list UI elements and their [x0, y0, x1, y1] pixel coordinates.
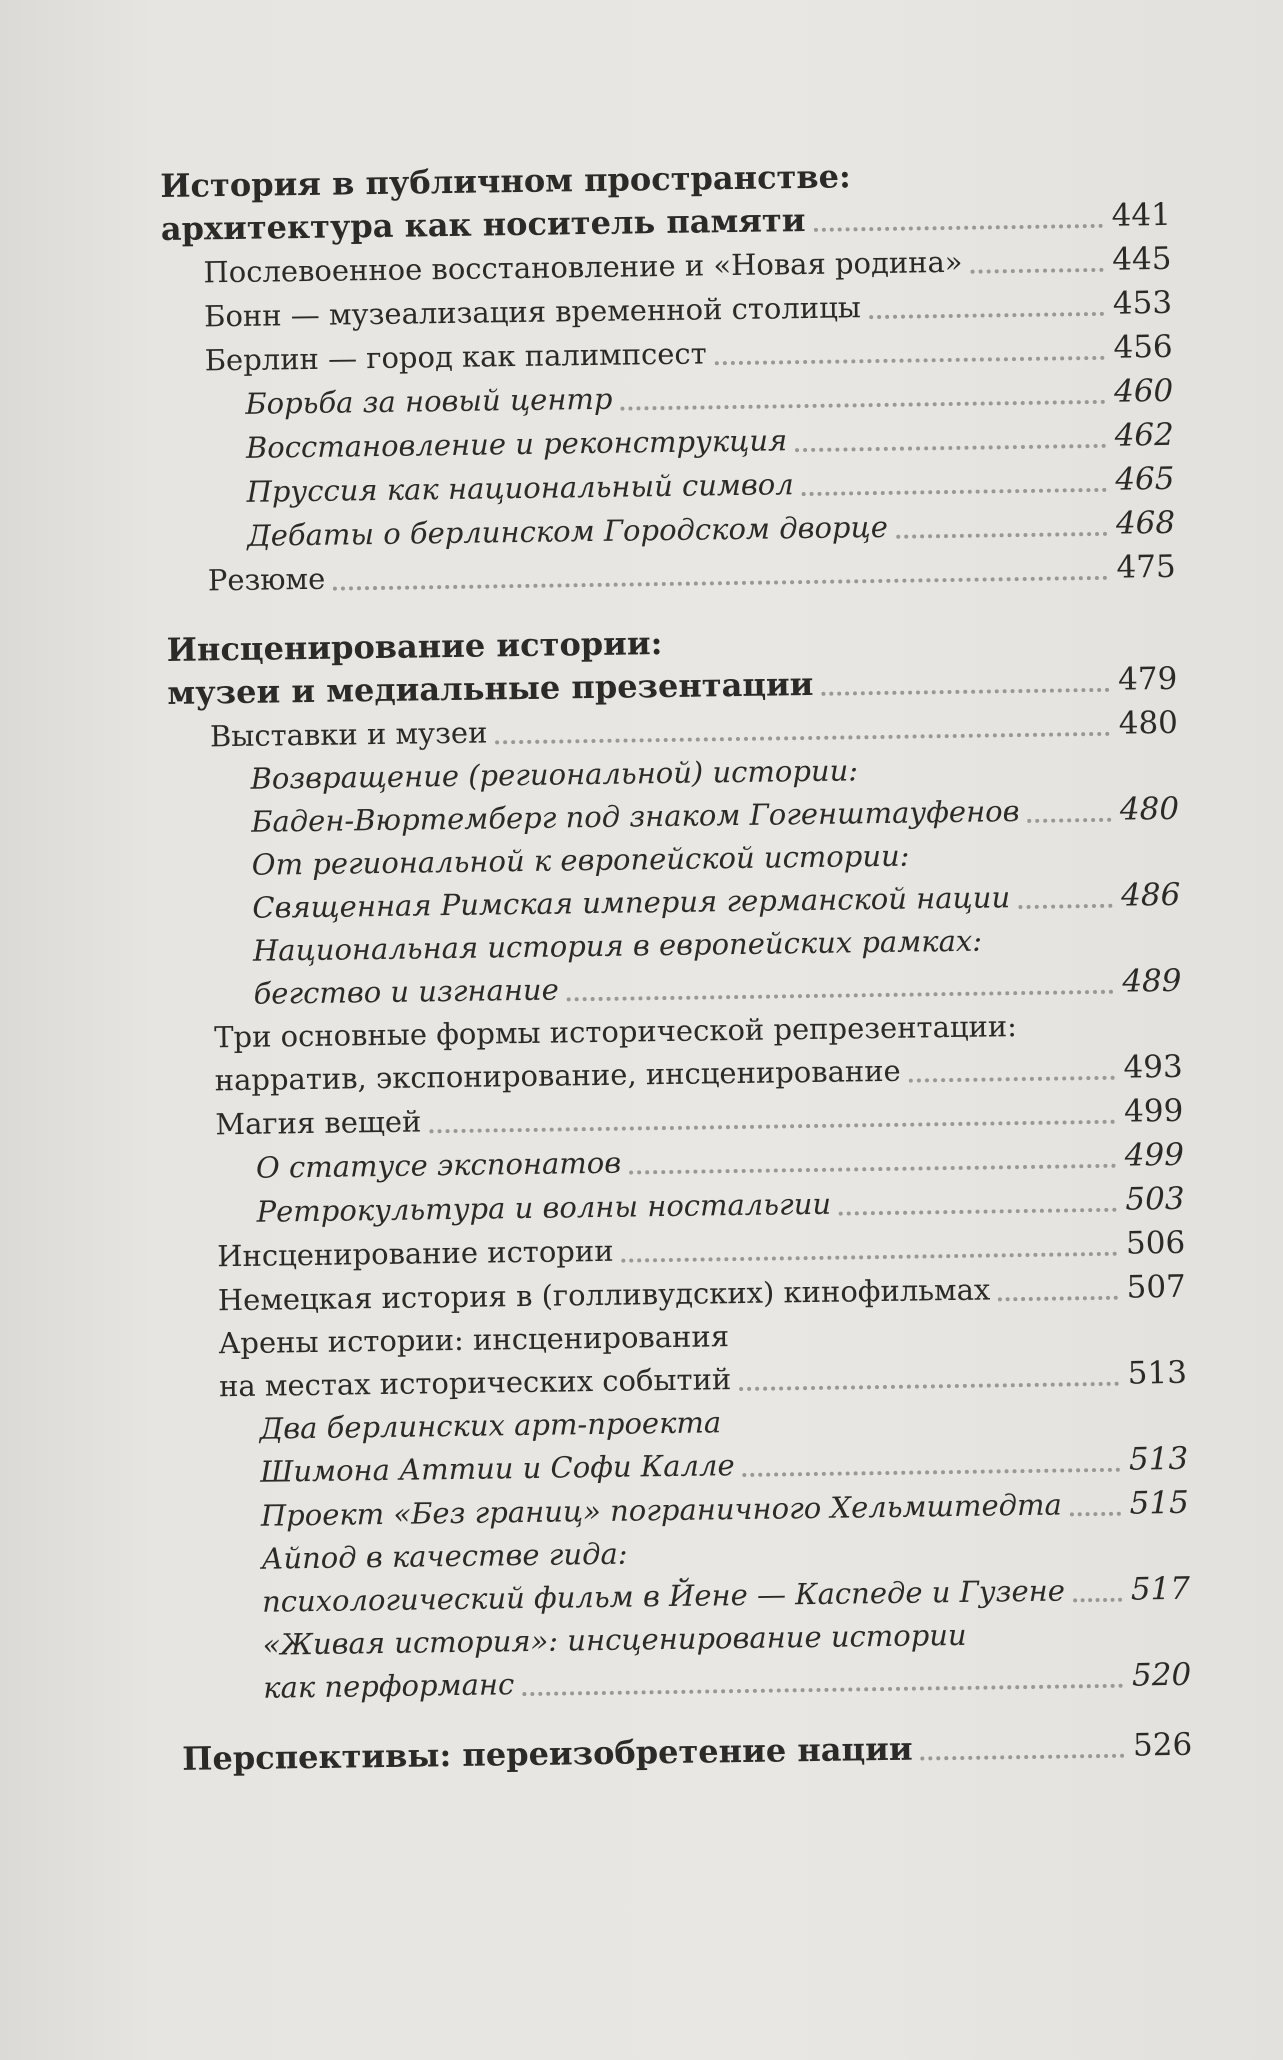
toc-section-staging-history — [166, 615, 1191, 1711]
toc-entry-label: Пруссия как национальный символ — [246, 467, 794, 509]
toc-entry-label: бегство и изгнание — [253, 972, 559, 1011]
toc-page-number: 506 — [1125, 1224, 1186, 1262]
toc-entry-label: Дебаты о берлинском Городском дворце — [246, 509, 889, 553]
leader-dots — [715, 356, 1105, 365]
leader-dots — [1070, 1512, 1121, 1517]
toc-entry-label: Баден-Вюртемберг под знаком Гогенштауфенов — [250, 794, 1020, 839]
toc-entry-first-line: Национальная история в европейских рамках: — [252, 923, 983, 968]
toc-page-number: 513 — [1127, 1354, 1188, 1392]
leader-dots — [909, 1076, 1115, 1083]
toc-entry-first-line: От региональной к европейской истории: — [251, 838, 910, 882]
toc-page-number: 515 — [1129, 1484, 1190, 1522]
toc-entry-label: архитектура как носитель памяти — [160, 200, 806, 248]
leader-dots — [621, 400, 1106, 411]
toc-page-number: 479 — [1117, 660, 1178, 698]
leader-dots — [629, 1164, 1116, 1175]
leader-dots — [743, 1468, 1121, 1477]
toc-page-number: 517 — [1130, 1570, 1191, 1608]
toc-page-number: 475 — [1116, 548, 1176, 586]
toc-entry-first-line: Возвращение (региональной) истории: — [250, 753, 859, 796]
toc-page-number: 526 — [1132, 1726, 1193, 1764]
toc-entry-label: Берлин — город как палимпсест — [204, 336, 707, 378]
toc-entry-label: Магия вещей — [215, 1104, 422, 1142]
toc-page-number: 480 — [1118, 704, 1179, 742]
leader-dots — [567, 990, 1114, 1002]
toc-page-number: 480 — [1119, 790, 1180, 828]
toc-entry-label: Бонн — музеализация временной столицы — [203, 290, 862, 334]
toc-page-number: 462 — [1114, 416, 1175, 454]
toc-entry-label: нарратив, экспонирование, инсценирование — [214, 1053, 901, 1098]
toc-page-number: 489 — [1122, 962, 1182, 1000]
toc-page-number: 456 — [1113, 328, 1173, 366]
leader-dots — [1073, 1598, 1122, 1603]
leader-dots — [522, 1684, 1123, 1696]
toc-entry-first-line: Три основные формы исторической репрезентации: — [213, 1009, 1018, 1055]
leader-dots — [921, 1754, 1125, 1761]
toc-entry-label: Резюме — [207, 561, 326, 598]
toc-entry-label: Проект «Без границ» пограничного Хельмштедта — [260, 1487, 1063, 1533]
leader-dots — [429, 1120, 1115, 1134]
leader-dots — [795, 444, 1106, 452]
leader-dots — [622, 1252, 1118, 1263]
toc-entry-label: как перформанс — [263, 1667, 515, 1705]
toc-page-number: 513 — [1128, 1440, 1189, 1478]
leader-dots — [333, 576, 1108, 591]
toc-page-number: 499 — [1124, 1136, 1185, 1174]
leader-dots — [802, 488, 1107, 496]
toc-entry-label: Немецкая история в (голливудских) кинофильмах — [217, 1272, 991, 1318]
toc-page-number: 503 — [1125, 1180, 1185, 1218]
toc-page-number: 520 — [1131, 1656, 1192, 1694]
toc-page-number: 499 — [1123, 1092, 1184, 1130]
toc-section-perspectives — [182, 1723, 1193, 1781]
toc-page-number: 445 — [1111, 240, 1172, 278]
leader-dots — [971, 268, 1104, 274]
table-of-contents — [160, 151, 1192, 1781]
toc-entry-label: музеи и медиальные презентации — [167, 664, 814, 712]
toc-page-number: 441 — [1111, 196, 1172, 234]
toc-page-number: 465 — [1115, 460, 1175, 498]
toc-entry-label: Борьба за новый центр — [245, 381, 613, 421]
toc-entry-label: Священная Римская империя германской нации — [252, 880, 1011, 925]
leader-dots — [869, 312, 1104, 319]
toc-page-number: 507 — [1126, 1268, 1187, 1306]
toc-entry-label: Перспективы: переизобретение нации — [181, 1729, 913, 1778]
leader-dots — [998, 1296, 1118, 1302]
toc-entry-label: О статусе экспонатов — [255, 1145, 622, 1185]
leader-dots — [1028, 818, 1112, 823]
toc-heading-line: История в публичном пространстве: — [160, 157, 852, 205]
leader-dots — [496, 732, 1111, 745]
toc-entry-first-line: «Живая история»: инсценирование истории — [262, 1617, 967, 1662]
leader-dots — [821, 688, 1109, 696]
toc-page-number: 460 — [1113, 372, 1174, 410]
toc-entry-label: Ретрокультура и волны ностальгии — [256, 1186, 832, 1229]
toc-entry-label: Восстановление и реконструкция — [245, 423, 788, 465]
toc-heading-line: Инсценирование истории: — [166, 624, 663, 669]
toc-entry-label: Послевоенное восстановление и «Новая родина» — [203, 244, 963, 290]
toc-page-number: 493 — [1123, 1048, 1183, 1086]
toc-entry-label: Шимона Аттии и Софи Калле — [260, 1448, 735, 1489]
toc-entry-label: Выставки и музеи — [209, 715, 488, 754]
toc-section-public-space — [160, 151, 1176, 603]
toc-entry-label: психологический фильм в Йене — Каспеде и Гузене — [261, 1573, 1066, 1619]
toc-page-number: 468 — [1115, 504, 1176, 542]
toc-heading-entry[interactable] — [182, 1723, 1193, 1781]
toc-entry-first-line: Арены истории: инсценирования — [218, 1319, 730, 1361]
leader-dots — [1018, 904, 1112, 909]
toc-entry-first-line: Айпод в качестве гида: — [261, 1536, 628, 1576]
leader-dots — [896, 532, 1107, 539]
leader-dots — [814, 224, 1103, 232]
toc-page-number: 453 — [1112, 284, 1173, 322]
leader-dots — [739, 1382, 1119, 1391]
toc-entry-label: на местах исторических событий — [218, 1362, 732, 1404]
leader-dots — [839, 1208, 1117, 1216]
toc-entry-label: Инсценирование истории — [217, 1233, 614, 1274]
toc-page-number: 486 — [1120, 876, 1181, 914]
toc-entry-first-line: Два берлинских арт-проекта — [259, 1405, 722, 1446]
